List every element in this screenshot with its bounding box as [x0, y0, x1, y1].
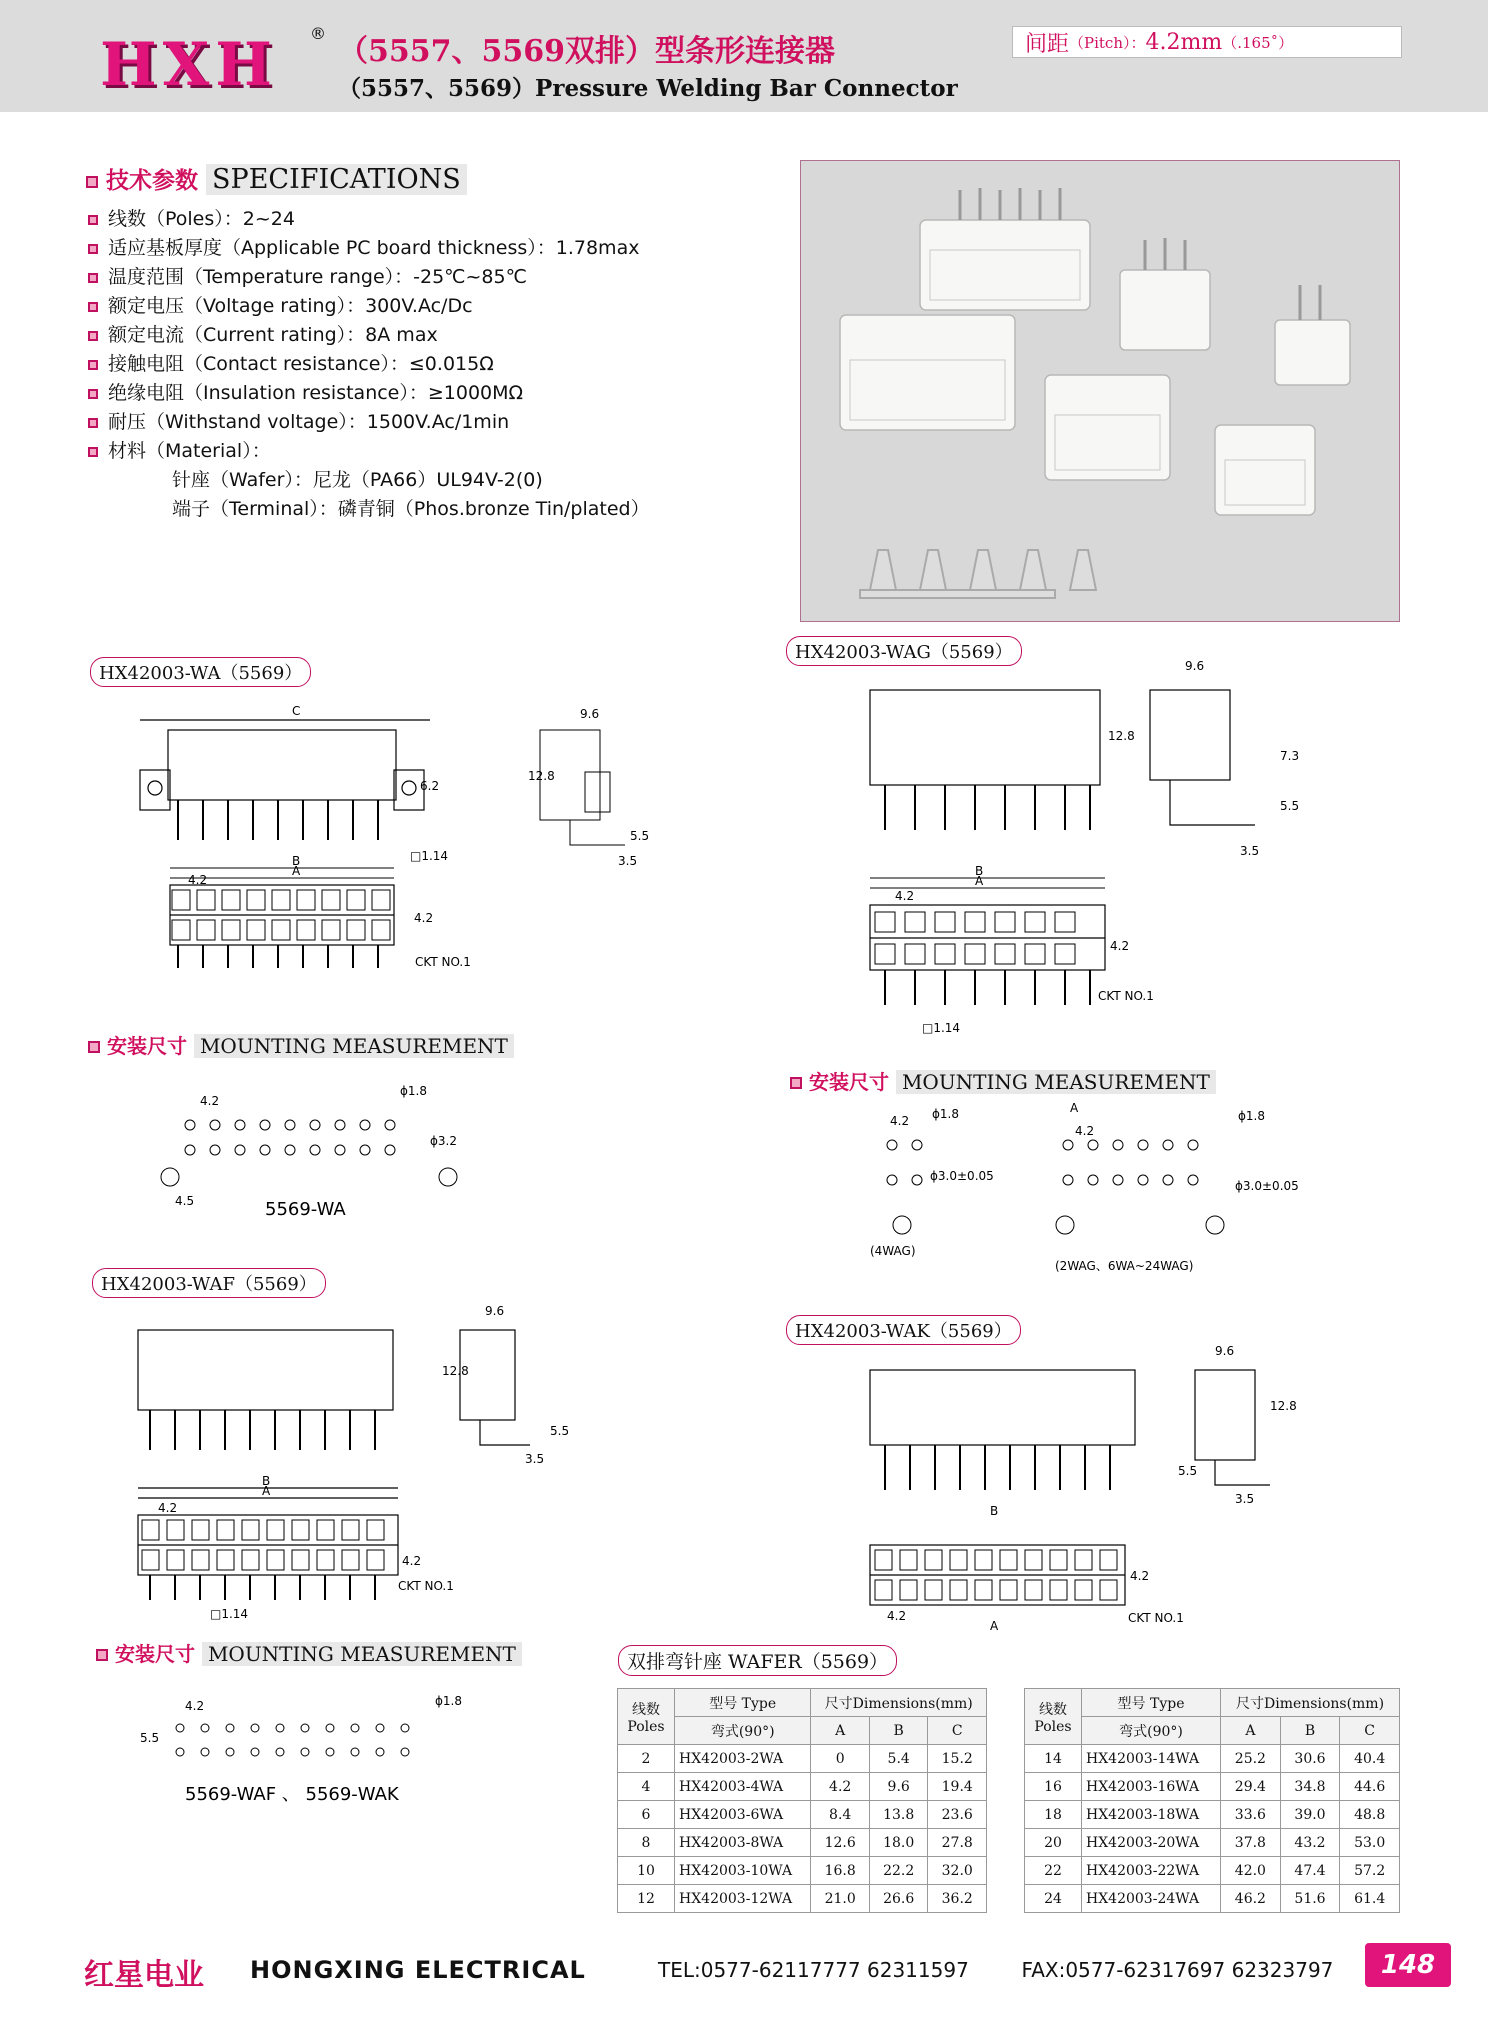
spec-material-terminal: 端子（Terminal）：磷青铜（Phos.bronze Tin/plated）	[172, 498, 650, 520]
table-cell: 21.0	[811, 1885, 870, 1913]
table-cell: 8.4	[811, 1801, 870, 1829]
bullet-icon	[86, 176, 98, 188]
brand-logo: HXH	[100, 30, 278, 100]
table-cell: 6	[618, 1801, 675, 1829]
svg-text:3.5: 3.5	[1235, 1492, 1255, 1506]
wag-ckt: CKT NO.1	[1098, 989, 1154, 1003]
table-row	[1025, 1829, 1400, 1857]
dim-55: 5.5	[630, 829, 650, 843]
table-cell: 32.0	[928, 1857, 987, 1885]
table-row	[618, 1829, 987, 1857]
mount-wag-label: (2WAG、6WA~24WAG)	[1055, 1259, 1194, 1273]
table-cell: 10	[618, 1857, 675, 1885]
table-cell: HX42003-6WA	[675, 1801, 811, 1829]
spec-item: 温度范围（Temperature range）：-25℃~85℃	[88, 263, 650, 292]
svg-text:ϕ3.0±0.05: ϕ3.0±0.05	[930, 1169, 994, 1183]
mount-wa-label: 5569-WA	[265, 1199, 346, 1220]
spec-item: 适应基板厚度（Applicable PC board thickness）：1.78max	[88, 234, 650, 263]
svg-text:12.8: 12.8	[442, 1364, 469, 1378]
drawing-waf	[130, 1300, 600, 1630]
page-number: 148	[1365, 1943, 1451, 1987]
spec-item: 耐压（Withstand voltage）：1500V.Ac/1min	[88, 408, 650, 437]
svg-text:B: B	[262, 1474, 271, 1488]
svg-text:B: B	[990, 1504, 999, 1518]
footer-company-cn: 红星电业	[84, 1958, 204, 1993]
mount-hole-32: ϕ3.2	[430, 1134, 457, 1148]
table-cell: 47.4	[1280, 1857, 1340, 1885]
table-cell: 39.0	[1280, 1801, 1340, 1829]
table-cell: HX42003-14WA	[1082, 1745, 1221, 1773]
wag-dim-42b: 4.2	[1110, 939, 1130, 953]
table-row	[1025, 1773, 1400, 1801]
section-label-wag: HX42003-WAG（5569）	[786, 636, 1022, 666]
page-title-en: （5557、5569）Pressure Welding Bar Connector	[338, 75, 958, 102]
mount-dim-42: 4.2	[200, 1094, 220, 1108]
table-cell: HX42003-2WA	[675, 1745, 811, 1773]
table-head-type: 型号 Type	[675, 1689, 811, 1717]
mount-hole-18: ϕ1.8	[400, 1085, 427, 1098]
spec-item: 线数（Poles）：2~24	[88, 205, 650, 234]
pitch-box	[1012, 26, 1402, 58]
table-cell: HX42003-24WA	[1082, 1885, 1221, 1913]
table-cell: 26.6	[869, 1885, 928, 1913]
specs-title-cn: 技术参数	[106, 168, 199, 194]
wafer-table-right: 线数 Poles 型号 Type 尺寸Dimensions(mm) 弯式(90°) A B C 14 HX42003-14WA 25.2 30.6 40.4 16 HX42003-16WA 29.4 34.8 44.6 18 HX42003-18WA 33.6 39.0 48.8 20 HX42003-20WA 37.8 43.2 53.0 22 HX42003-22WA 42.0 47.4 57.2 24 HX42003-24WA 46.2 51.6 61.4	[1024, 1688, 1400, 1913]
wag-dim-42: 4.2	[895, 889, 915, 903]
svg-text:4.2: 4.2	[185, 1699, 205, 1713]
table-cell: HX42003-8WA	[675, 1829, 811, 1857]
table-cell: 16.8	[811, 1857, 870, 1885]
dim-96: 9.6	[580, 707, 600, 721]
table-cell: HX42003-20WA	[1082, 1829, 1221, 1857]
table-cell: 33.6	[1221, 1801, 1281, 1829]
table-head-dim: 尺寸Dimensions(mm)	[811, 1689, 987, 1717]
drawing-wag	[860, 660, 1400, 1040]
product-photo	[800, 160, 1400, 622]
mount-title-en: MOUNTING MEASUREMENT	[194, 1034, 514, 1058]
dim-62: 6.2	[420, 779, 440, 793]
table-cell: HX42003-4WA	[675, 1773, 811, 1801]
dim-35: 3.5	[618, 854, 638, 868]
table-cell: 46.2	[1221, 1885, 1281, 1913]
svg-text:A: A	[1070, 1101, 1079, 1115]
svg-text:9.6: 9.6	[485, 1304, 505, 1318]
table-cell: 25.2	[1221, 1745, 1281, 1773]
pitch-cn: 间距	[1025, 31, 1070, 57]
table-cell: 15.2	[928, 1745, 987, 1773]
table-row	[618, 1885, 987, 1913]
ckt-label: CKT NO.1	[415, 955, 471, 969]
mount-dim-45: 4.5	[175, 1194, 195, 1208]
svg-text:12.8: 12.8	[1270, 1399, 1297, 1413]
table-cell: 30.6	[1280, 1745, 1340, 1773]
table-cell: 19.4	[928, 1773, 987, 1801]
svg-text:3.5: 3.5	[525, 1452, 545, 1466]
specs-list	[88, 205, 650, 524]
wafer-table-title: 双排弯针座 WAFER（5569）	[618, 1645, 897, 1676]
svg-text:CKT NO.1: CKT NO.1	[1128, 1611, 1184, 1625]
page-title-cn: （5557、5569双排）型条形连接器	[338, 34, 835, 69]
table-cell: 9.6	[869, 1773, 928, 1801]
mount-heading-wag: 安装尺寸 MOUNTING MEASUREMENT	[790, 1066, 1216, 1095]
bullet-icon	[790, 1077, 802, 1089]
dim-42b: 4.2	[414, 911, 434, 925]
svg-text:4.2: 4.2	[887, 1609, 907, 1623]
wag-dim-96: 9.6	[1185, 660, 1205, 673]
table-cell: HX42003-10WA	[675, 1857, 811, 1885]
table-cell: 13.8	[869, 1801, 928, 1829]
spec-material-wafer: 针座（Wafer）：尼龙（PA66）UL94V-2(0)	[172, 469, 543, 491]
table-cell: HX42003-18WA	[1082, 1801, 1221, 1829]
svg-text:5.5: 5.5	[550, 1424, 570, 1438]
dim-c: C	[292, 704, 301, 718]
mount-4wag-label: (4WAG)	[870, 1244, 916, 1258]
table-cell: 23.6	[928, 1801, 987, 1829]
svg-text:9.6: 9.6	[1215, 1344, 1235, 1358]
dim-128: 12.8	[528, 769, 555, 783]
svg-text:A: A	[262, 1484, 271, 1498]
svg-text:ϕ1.8: ϕ1.8	[1238, 1109, 1265, 1123]
table-cell: 34.8	[1280, 1773, 1340, 1801]
svg-text:5.5: 5.5	[140, 1731, 160, 1745]
specs-title-en: SPECIFICATIONS	[206, 164, 467, 195]
table-cell: 43.2	[1280, 1829, 1340, 1857]
bullet-icon	[96, 1649, 108, 1661]
spec-item: 额定电压（Voltage rating）：300V.Ac/Dc	[88, 292, 650, 321]
table-cell: 53.0	[1340, 1829, 1400, 1857]
table-head-poles: 线数 Poles	[1025, 1689, 1082, 1745]
table-cell: 51.6	[1280, 1885, 1340, 1913]
spec-item: 接触电阻（Contact resistance）：≤0.015Ω	[88, 350, 650, 379]
table-cell: 14	[1025, 1745, 1082, 1773]
table-row	[1025, 1801, 1400, 1829]
table-cell: HX42003-16WA	[1082, 1773, 1221, 1801]
table-cell: 29.4	[1221, 1773, 1281, 1801]
footer-fax: FAX:0577-62317697 62323797	[1021, 1958, 1334, 1982]
table-cell: 27.8	[928, 1829, 987, 1857]
registered-mark: ®	[310, 24, 326, 43]
table-cell: 42.0	[1221, 1857, 1281, 1885]
dim-114: □1.14	[410, 849, 449, 863]
table-cell: 22	[1025, 1857, 1082, 1885]
wag-dim-73: 7.3	[1280, 749, 1300, 763]
spec-item: 额定电流（Current rating）：8A max	[88, 321, 650, 350]
mount-heading-wa	[88, 1030, 514, 1059]
table-cell: 12.6	[811, 1829, 870, 1857]
table-row	[1025, 1885, 1400, 1913]
svg-text:ϕ1.8: ϕ1.8	[932, 1107, 959, 1121]
table-cell: HX42003-12WA	[675, 1885, 811, 1913]
table-cell: 18.0	[869, 1829, 928, 1857]
pitch-inch: （.165˚）	[1222, 33, 1294, 52]
drawing-wa	[130, 700, 730, 1020]
bullet-icon	[88, 1041, 100, 1053]
svg-text:4.2: 4.2	[1075, 1124, 1095, 1138]
wag-dim-b: B	[975, 864, 984, 878]
table-cell: 57.2	[1340, 1857, 1400, 1885]
svg-text:4.2: 4.2	[158, 1501, 178, 1515]
svg-text:4.2: 4.2	[890, 1114, 910, 1128]
svg-text:4.2: 4.2	[402, 1554, 422, 1568]
wag-dim-a: A	[975, 874, 984, 888]
table-cell: 4	[618, 1773, 675, 1801]
table-cell: 61.4	[1340, 1885, 1400, 1913]
pitch-value: 4.2mm	[1145, 29, 1223, 55]
svg-text:ϕ1.8: ϕ1.8	[435, 1694, 462, 1708]
spec-item: 绝缘电阻（Insulation resistance）：≥1000MΩ	[88, 379, 650, 408]
mounting-wa	[130, 1085, 550, 1235]
svg-text:4.2: 4.2	[1130, 1569, 1150, 1583]
drawing-wak	[860, 1340, 1400, 1640]
table-cell: 0	[811, 1745, 870, 1773]
table-row	[1025, 1745, 1400, 1773]
table-row	[618, 1801, 987, 1829]
dim-a: A	[292, 864, 301, 878]
table-cell: 5.4	[869, 1745, 928, 1773]
footer-contact	[658, 1958, 1333, 1982]
table-cell: 37.8	[1221, 1829, 1281, 1857]
svg-text:CKT NO.1: CKT NO.1	[398, 1579, 454, 1593]
table-row	[1025, 1857, 1400, 1885]
table-head-poles: 线数 Poles	[618, 1689, 675, 1745]
svg-text:5.5: 5.5	[1178, 1464, 1198, 1478]
specs-heading	[86, 162, 467, 195]
table-body-left	[618, 1745, 987, 1913]
table-row	[618, 1745, 987, 1773]
wag-dim-128: 12.8	[1108, 729, 1135, 743]
table-cell: HX42003-22WA	[1082, 1857, 1221, 1885]
mount-heading-waf: 安装尺寸 MOUNTING MEASUREMENT	[96, 1638, 522, 1667]
spec-item: 材料（Material）：	[88, 437, 650, 466]
table-cell: 18	[1025, 1801, 1082, 1829]
table-cell: 44.6	[1340, 1773, 1400, 1801]
table-cell: 36.2	[928, 1885, 987, 1913]
table-cell: 20	[1025, 1829, 1082, 1857]
table-cell: 4.2	[811, 1773, 870, 1801]
table-cell: 12	[618, 1885, 675, 1913]
table-cell: 48.8	[1340, 1801, 1400, 1829]
table-cell: 8	[618, 1829, 675, 1857]
footer-company-en: HONGXING ELECTRICAL	[250, 1956, 586, 1984]
mounting-wag	[850, 1100, 1360, 1280]
table-cell: 16	[1025, 1773, 1082, 1801]
dim-42: 4.2	[188, 873, 208, 887]
svg-text:A: A	[990, 1619, 999, 1633]
section-label-waf: HX42003-WAF（5569）	[92, 1268, 326, 1298]
dim-b: B	[292, 854, 301, 868]
table-row	[618, 1857, 987, 1885]
section-label-wa: HX42003-WA（5569）	[90, 657, 311, 687]
pitch-label: （Pitch）：	[1069, 33, 1146, 52]
wag-dim-114: □1.14	[922, 1021, 961, 1035]
mounting-waf	[140, 1690, 500, 1820]
table-cell: 22.2	[869, 1857, 928, 1885]
wafer-table-left: 线数 Poles 型号 Type 尺寸Dimensions(mm) 弯式(90°) A B C 2 HX42003-2WA 0 5.4 15.2 4 HX42003-4WA 4.2 9.6 19.4 6 HX42003-6WA 8.4 13.8 23.6 8 HX42003-8WA 12.6 18.0 27.8 10 HX42003-10WA 16.8 22.2 32.0 12 HX42003-12WA 21.0 26.6 36.2	[617, 1688, 987, 1913]
wag-dim-35: 3.5	[1240, 844, 1260, 858]
svg-text:□1.14: □1.14	[210, 1607, 249, 1621]
table-row	[618, 1773, 987, 1801]
table-body-right	[1025, 1745, 1400, 1913]
mount-title-cn: 安装尺寸	[106, 1034, 187, 1058]
wag-dim-55: 5.5	[1280, 799, 1300, 813]
table-cell: 24	[1025, 1885, 1082, 1913]
section-label-wak: HX42003-WAK（5569）	[786, 1315, 1021, 1345]
mount-waf-label: 5569-WAF 、 5569-WAK	[185, 1784, 399, 1805]
svg-text:ϕ3.0±0.05: ϕ3.0±0.05	[1235, 1179, 1299, 1193]
footer-tel: TEL:0577-62117777 62311597	[658, 1958, 969, 1982]
table-cell: 2	[618, 1745, 675, 1773]
table-cell: 40.4	[1340, 1745, 1400, 1773]
